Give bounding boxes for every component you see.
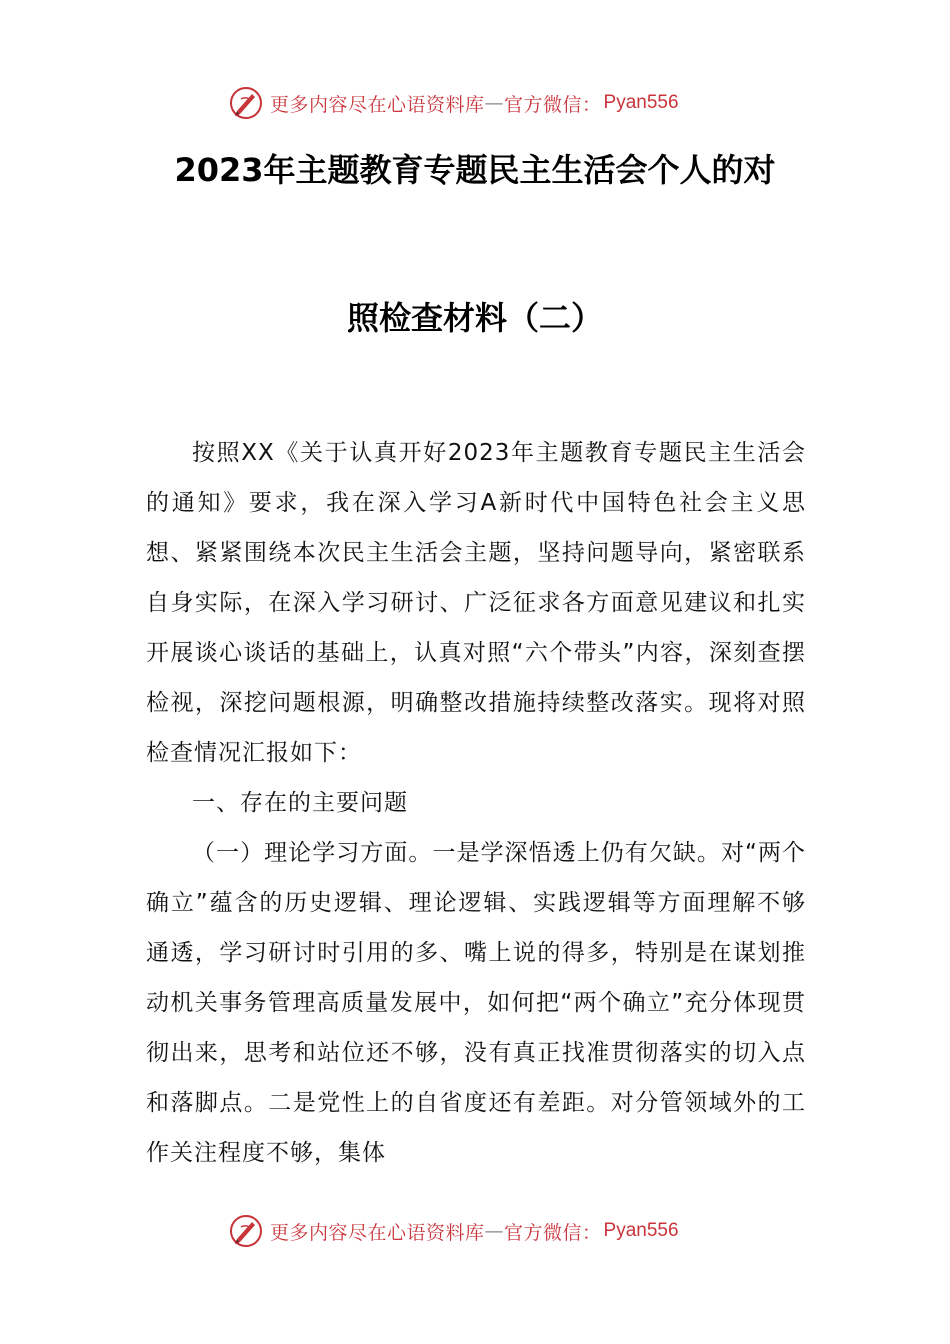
- section-heading: 一、存在的主要问题: [192, 790, 408, 816]
- watermark-contact: 官方微信：: [504, 1221, 602, 1244]
- document-title-line1: 2023年主题教育专题民主生活会个人的对: [174, 151, 776, 189]
- document-body: [146, 428, 806, 1178]
- watermark-separator: —: [484, 92, 505, 114]
- watermark-banner-bottom: [228, 1211, 679, 1251]
- section-paragraph: （一）理论学习方面。一是学深悟透上仍有欠缺。对“两个确立”蕴含的历史逻辑、理论逻辑、实践逻辑等方面理解不够通透，学习研讨时引用的多、嘴上说的得多，特别是在谋划推动机关事务管理高质量发展中，如何把“两个确立”充分体现贯彻出来，思考和站位还不够，没有真正找准贯彻落实的切入点和落脚点。二是党性上的自省度还有差距。对分管领域外的工作关注程度不够，集体: [146, 840, 806, 1166]
- pen-logo-icon: [228, 85, 264, 121]
- watermark-text: 更多内容尽在心语资料库: [270, 93, 485, 116]
- document-title-line2: 照检查材料（二）: [346, 299, 603, 337]
- pen-logo-icon: [228, 1213, 264, 1249]
- watermark-separator: —: [484, 1220, 505, 1242]
- watermark-id: Pyan556: [603, 92, 679, 113]
- watermark-text: 更多内容尽在心语资料库: [270, 1221, 485, 1244]
- watermark-id: Pyan556: [603, 1220, 679, 1241]
- intro-paragraph: 按照XX《关于认真开好2023年主题教育专题民主生活会的通知》要求，我在深入学习A新时代中国特色社会主义思想、紧紧围绕本次民主生活会主题，坚持问题导向，紧密联系自身实际，在深入学习研讨、广泛征求各方面意见建议和扎实开展谈心谈话的基础上，认真对照“六个带头”内容，深刻查摆检视，深挖问题根源，明确整改措施持续整改落实。现将对照检查情况汇报如下：: [146, 440, 806, 766]
- watermark-contact: 官方微信：: [504, 93, 602, 116]
- watermark-banner-top: [228, 83, 679, 123]
